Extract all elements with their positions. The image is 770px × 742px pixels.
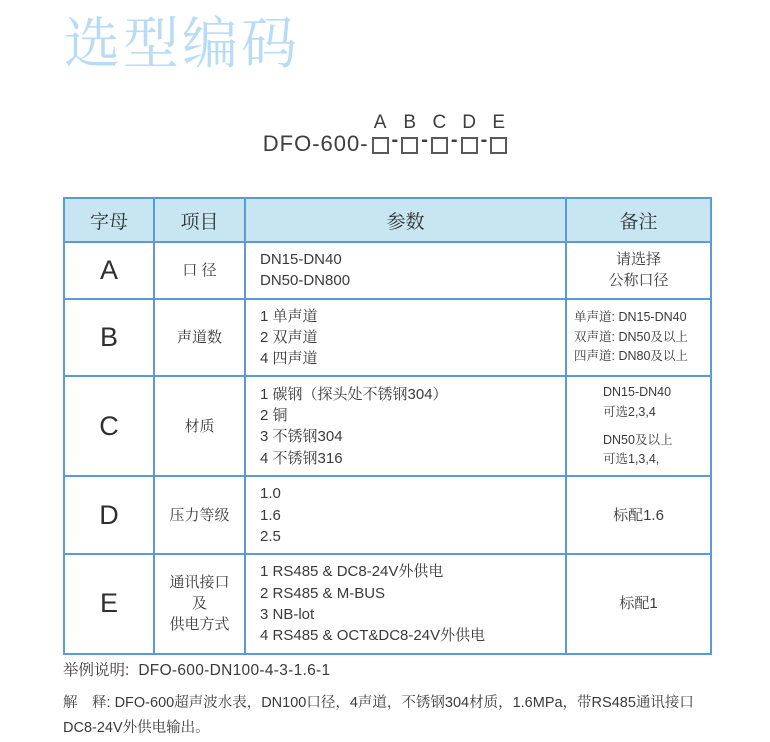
code-box: [431, 137, 448, 154]
row-d-params: 1.0 1.6 2.5: [245, 476, 566, 554]
code-box: [490, 137, 507, 154]
row-a-params: DN15-DN40 DN50-DN800: [245, 242, 566, 299]
row-b-item: 声道数: [154, 299, 245, 377]
code-slot-e: [490, 112, 507, 154]
code-box: [401, 137, 418, 154]
model-code-prefix: DFO-600-: [262, 131, 369, 156]
row-d-item: 压力等级: [154, 476, 245, 554]
row-a-note: 请选择 公称口径: [566, 242, 711, 299]
table-row-a: [64, 242, 711, 299]
row-d-letter: D: [64, 476, 154, 554]
slot-letter-d: D: [462, 112, 476, 133]
row-e-item: 通讯接口 及 供电方式: [154, 554, 245, 653]
example-code: DFO-600-DN100-4-3-1.6-1: [138, 662, 331, 679]
code-box: [372, 137, 389, 154]
slot-letter-a: A: [373, 112, 387, 133]
row-c-letter: C: [64, 376, 154, 476]
explanation-paragraph: [63, 691, 723, 740]
header-note: 备注: [566, 198, 711, 242]
table-header-row: [64, 198, 711, 242]
code-dash: -: [391, 129, 399, 151]
row-d-note: 标配1.6: [566, 476, 711, 554]
table-row-d: [64, 476, 711, 554]
slot-letter-b: B: [403, 112, 417, 133]
row-e-letter: E: [64, 554, 154, 653]
row-a-item: 口 径: [154, 242, 245, 299]
row-e-note: 标配1: [566, 554, 711, 653]
page-title: 选型编码: [64, 12, 300, 75]
header-item: 项目: [154, 198, 245, 242]
row-b-note: 单声道: DN15-DN40 双声道: DN50及以上 四声道: DN80及以上: [566, 299, 711, 377]
code-slot-c: [431, 112, 448, 154]
explanation-text: DFO-600超声波水表，DN100口径，4声道，不锈钢304材质，1.6MPa，带RS485通讯接口DC8-24V外供电输出。: [63, 695, 694, 736]
header-parameter: 参数: [245, 198, 566, 242]
code-box: [461, 137, 478, 154]
row-b-params: 1 单声道 2 双声道 4 四声道: [245, 299, 566, 377]
row-a-letter: A: [64, 242, 154, 299]
example-line: [63, 658, 330, 680]
code-slot-b: [401, 112, 418, 154]
table-row-b: [64, 299, 711, 377]
slot-letter-e: E: [492, 112, 506, 133]
header-letter: 字母: [64, 198, 154, 242]
slot-letter-c: C: [432, 112, 447, 133]
table-row-c: [64, 376, 711, 476]
code-dash: -: [450, 129, 458, 151]
row-c-item: 材质: [154, 376, 245, 476]
row-e-params: 1 RS485 & DC8-24V外供电 2 RS485 & M-BUS 3 NB-lot 4 RS485 & OCT&DC8-24V外供电: [245, 554, 566, 653]
code-slot-a: [372, 112, 389, 154]
model-code-diagram: [0, 112, 770, 154]
code-slot-d: [461, 112, 478, 154]
selection-table: [63, 197, 712, 655]
code-dash: -: [480, 129, 488, 151]
table-row-e: [64, 554, 711, 653]
explanation-label: 解 释:: [63, 695, 115, 711]
row-c-note: DN15-DN40 可选2,3,4 DN50及以上 可选1,3,4,: [566, 376, 711, 476]
code-dash: -: [421, 129, 428, 151]
row-c-params: 1 碳钢（探头处不锈钢304） 2 铜 3 不锈钢304 4 不锈钢316: [245, 376, 566, 476]
row-b-letter: B: [64, 299, 154, 377]
example-label: 举例说明:: [63, 662, 130, 679]
